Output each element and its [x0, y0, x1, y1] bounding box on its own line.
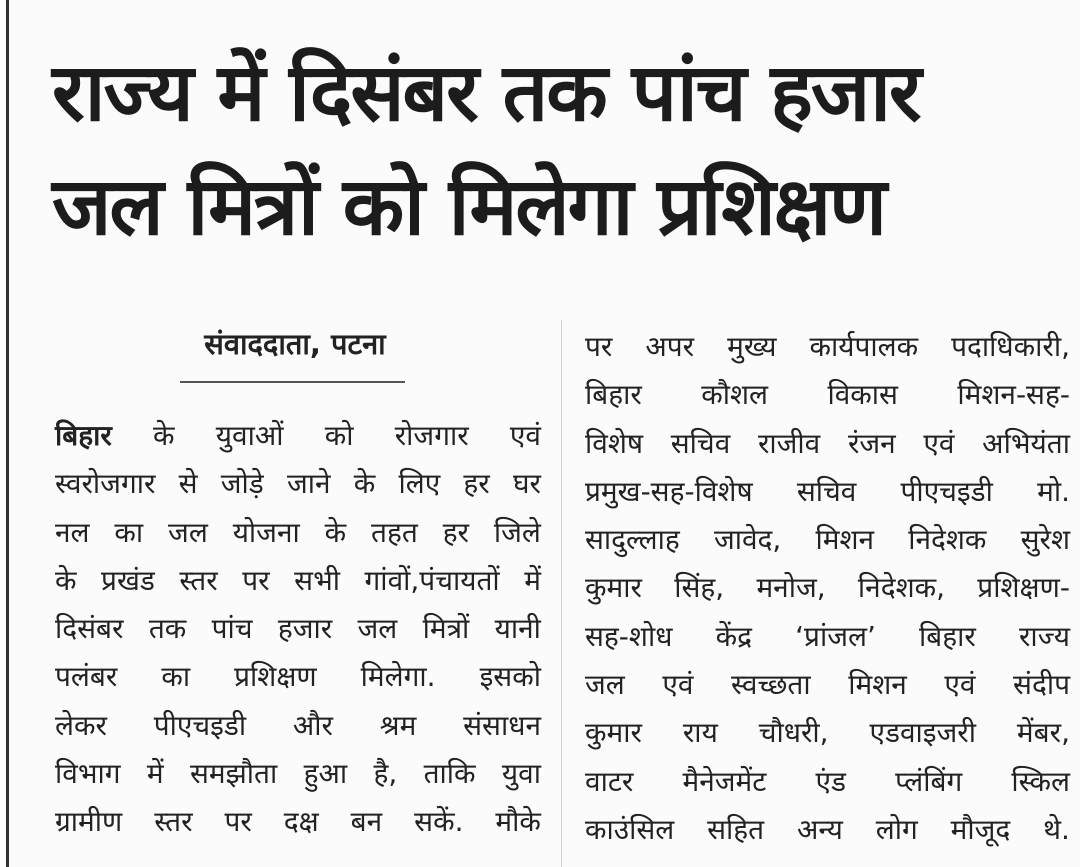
word: सह-शोध — [585, 619, 673, 653]
word: निदेशक, — [857, 571, 946, 605]
text-line — [585, 323, 1070, 371]
word: पीएचइडी — [153, 708, 247, 742]
word: पर — [585, 330, 613, 363]
word: लिए — [398, 467, 441, 501]
word: ‘प्रांजल’ — [795, 619, 876, 653]
word: विकास — [827, 378, 898, 412]
word: मिशन-सह- — [957, 378, 1070, 412]
word: बिहार — [55, 419, 112, 452]
word: एवं — [923, 426, 955, 460]
word: जल — [168, 515, 208, 549]
text-line — [585, 806, 1070, 854]
word: यानी — [494, 612, 541, 646]
word: सिंह, — [674, 571, 725, 605]
word: युवा — [501, 757, 541, 791]
word: तहत — [371, 515, 418, 549]
word: जल — [357, 612, 398, 646]
clipping-edge-rule — [6, 0, 9, 867]
word: मो. — [1037, 474, 1070, 508]
word: संदीप — [1013, 668, 1070, 702]
word: मेंबर, — [1016, 716, 1070, 750]
word: ग्रामीण — [55, 805, 123, 839]
word: कुमार — [585, 571, 642, 605]
word: विशेष — [585, 426, 644, 460]
word: कौशल — [701, 378, 769, 412]
word: बिहार — [585, 378, 642, 412]
word: स्वच्छता — [731, 668, 811, 702]
left-column-text — [55, 412, 541, 847]
byline: संवाददाता, पटना — [204, 327, 386, 361]
word: योजना — [232, 515, 300, 549]
word: मिशन — [815, 523, 875, 557]
word: सभी — [294, 563, 341, 597]
word: युवाओं — [215, 419, 284, 452]
word: ताकि — [423, 757, 476, 791]
text-line — [585, 613, 1070, 661]
word: है, — [373, 757, 398, 791]
word: पीएचइडी — [900, 474, 993, 508]
word: स्तर — [154, 805, 193, 839]
word: पलंबर — [55, 660, 118, 694]
word: बिहार — [919, 619, 976, 653]
word: के — [353, 467, 376, 501]
text-line — [585, 564, 1070, 612]
word: जावेद, — [713, 523, 782, 557]
text-line — [585, 709, 1070, 757]
word: हुआ — [303, 757, 348, 791]
word: दिसंबर — [55, 612, 124, 646]
word: अन्य — [797, 812, 843, 846]
word: मिशन — [848, 668, 907, 702]
text-line — [55, 557, 541, 605]
headline-line-1: राज्य में दिसंबर तक पांच हजार — [52, 46, 920, 139]
word: मिलेगा. — [360, 660, 436, 694]
word: और — [292, 708, 333, 742]
word: सुरेश — [1020, 523, 1070, 557]
word: चौधरी, — [758, 716, 829, 750]
text-line — [585, 661, 1070, 709]
word: काउंसिल — [585, 812, 675, 846]
word: जल — [585, 668, 625, 702]
word: सकें. — [414, 805, 464, 839]
word: का — [161, 660, 191, 694]
word: के — [324, 515, 347, 549]
word: स्तर — [179, 563, 218, 597]
word: मनोज, — [756, 571, 826, 605]
word: रोजगार — [394, 419, 469, 452]
word: श्रम — [379, 708, 417, 742]
word: पांच — [211, 612, 253, 646]
word: स्किल — [1011, 764, 1070, 798]
word: मित्रों — [422, 612, 470, 646]
column-divider — [561, 320, 562, 867]
text-line — [585, 758, 1070, 806]
word: के — [153, 419, 175, 452]
word: सचिव — [670, 426, 731, 460]
word: गांवों,पंचायतों — [364, 563, 500, 597]
headline — [52, 36, 1052, 264]
headline-line-2: जल मित्रों को मिलेगा प्रशिक्षण — [52, 160, 886, 253]
text-line — [55, 412, 541, 460]
byline-underline — [180, 381, 405, 383]
word: थे. — [1043, 812, 1070, 846]
word: सादुल्लाह — [585, 523, 680, 557]
word: में — [146, 757, 164, 791]
word: में — [524, 563, 541, 597]
word: राज्य — [1018, 619, 1070, 653]
text-line — [55, 460, 541, 508]
word: जोड़े — [220, 467, 264, 501]
word: अभियंता — [982, 426, 1070, 460]
word: विभाग — [55, 757, 121, 791]
word: प्लंबिंग — [895, 764, 963, 798]
text-line — [585, 371, 1070, 419]
word: के — [55, 563, 77, 597]
word: प्रमुख-सह-विशेष — [585, 474, 753, 508]
text-line — [55, 653, 541, 701]
word: इसको — [479, 660, 541, 694]
word: स्वरोजगार — [55, 467, 156, 501]
word: निदेशक — [908, 523, 987, 557]
word: को — [324, 419, 354, 452]
word: मौके — [495, 805, 541, 839]
word: प्रशिक्षण — [234, 660, 317, 694]
word: केंद्र — [715, 619, 752, 653]
word: एंड — [815, 764, 846, 798]
word: नल — [55, 515, 90, 549]
text-line — [585, 420, 1070, 468]
word: घर — [512, 467, 541, 501]
word: एवं — [944, 668, 976, 702]
word: मौजूद — [950, 812, 1011, 846]
text-line — [585, 468, 1070, 516]
text-line — [55, 509, 541, 557]
word: मुख्य — [727, 330, 777, 363]
word: राजीव — [757, 426, 821, 460]
word: समझौता — [189, 757, 278, 791]
word: अपर — [645, 330, 695, 363]
word: एवं — [509, 419, 541, 452]
word: से — [178, 467, 198, 501]
text-line — [55, 798, 541, 846]
word: पर — [242, 563, 270, 597]
word: एवं — [662, 668, 694, 702]
right-column-text — [585, 323, 1070, 854]
word: हर — [442, 515, 470, 549]
word: का — [114, 515, 144, 549]
word: हर — [463, 467, 490, 501]
word: प्रशिक्षण- — [977, 571, 1070, 605]
word: लेकर — [55, 708, 107, 742]
word: एडवाइजरी — [869, 716, 976, 750]
word: पदाधिकारी, — [951, 330, 1070, 363]
text-line — [55, 750, 541, 798]
word: कुमार — [585, 716, 642, 750]
word: संसाधन — [463, 708, 541, 742]
text-line — [585, 516, 1070, 564]
text-line — [55, 605, 541, 653]
word: बन — [350, 805, 383, 839]
word: हजार — [277, 612, 333, 646]
word: दक्ष — [283, 805, 319, 839]
word: कार्यपालक — [809, 330, 919, 363]
word: तक — [148, 612, 187, 646]
word: मैनेजमेंट — [682, 764, 767, 798]
word: रंजन — [847, 426, 896, 460]
word: सचिव — [796, 474, 857, 508]
word: वाटर — [585, 764, 634, 798]
word: प्रखंड — [101, 563, 155, 597]
word: राय — [682, 716, 718, 750]
word: सहित — [707, 812, 765, 846]
text-line — [55, 702, 541, 750]
word: पर — [224, 805, 252, 839]
word: जाने — [286, 467, 331, 501]
word: जिले — [493, 515, 541, 549]
word: लोग — [875, 812, 918, 846]
